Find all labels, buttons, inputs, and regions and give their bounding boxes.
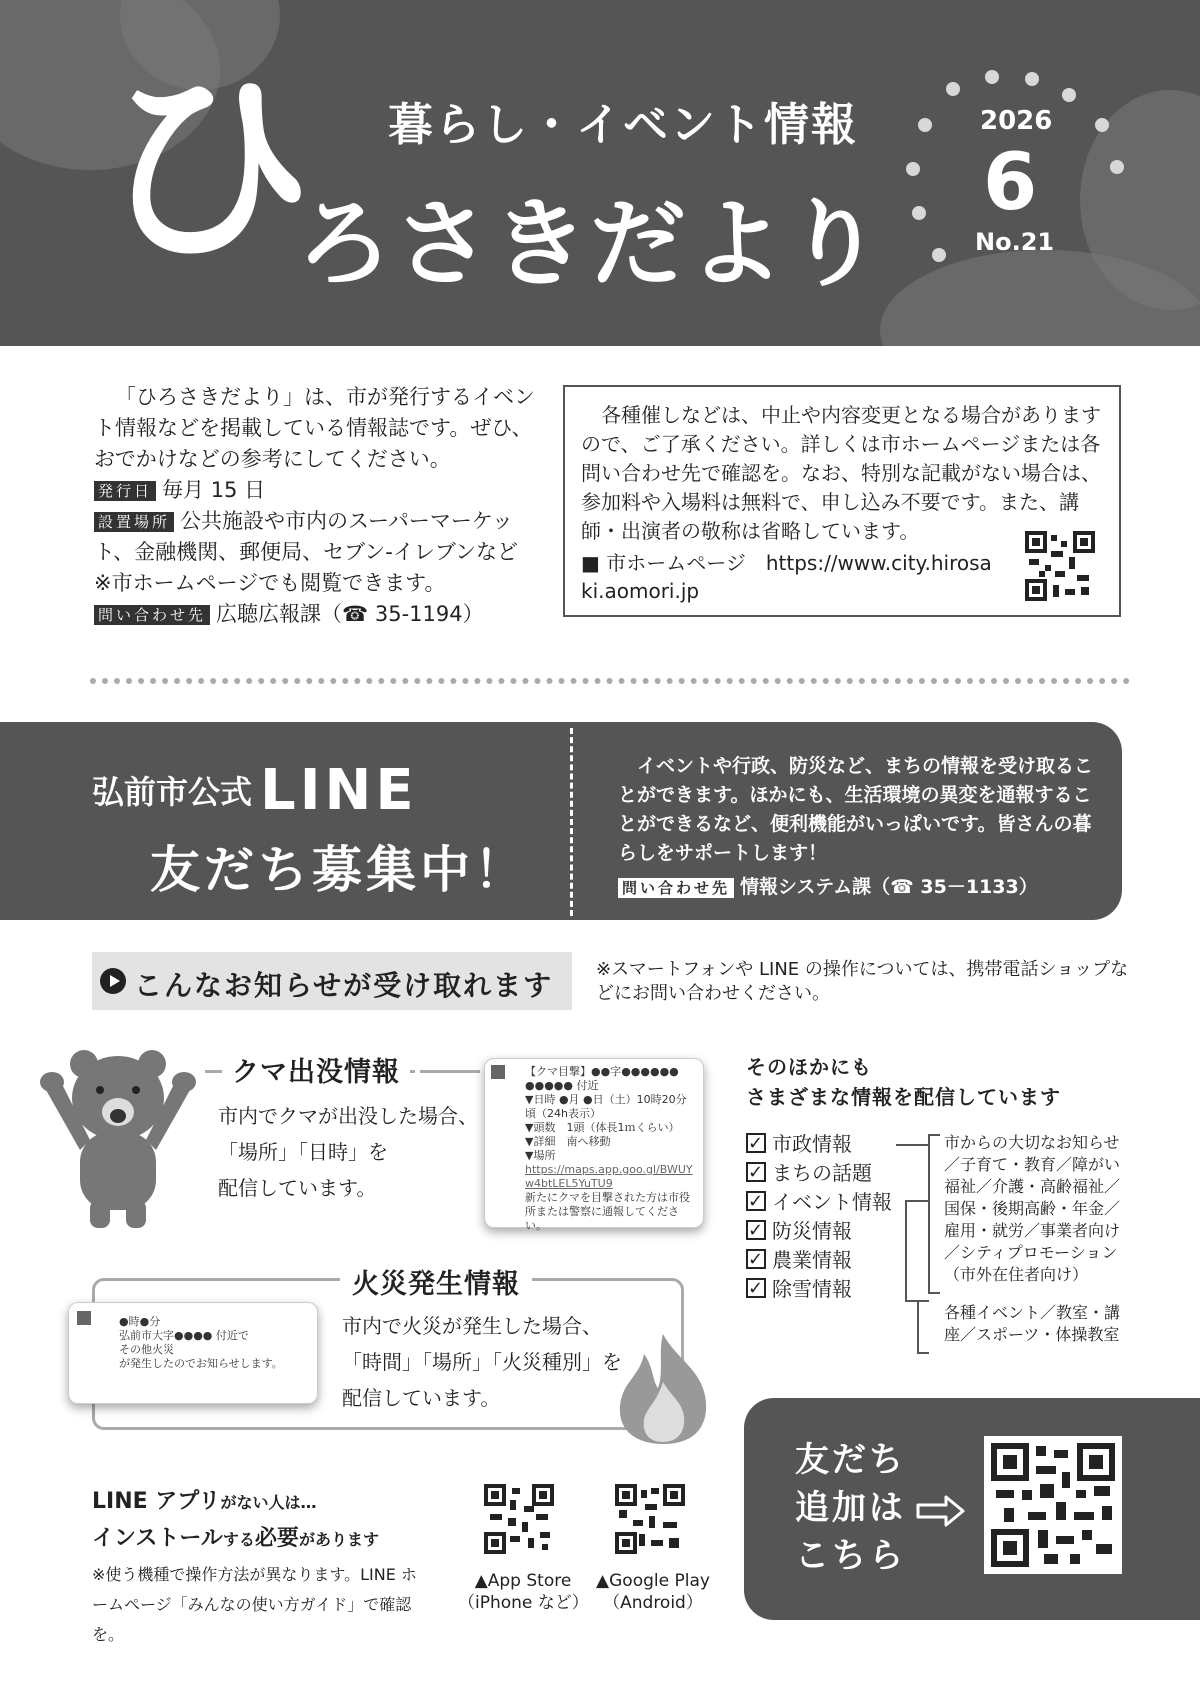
checkbox-icon <box>746 1220 766 1240</box>
locations-label: 設置場所 <box>94 512 174 532</box>
bear-text-line: 配信しています。 <box>218 1176 377 1200</box>
bracket-group1 <box>928 1134 940 1294</box>
notice-box <box>563 385 1121 617</box>
intro-description: 「ひろさきだより」は、市が発行するイベント情報などを掲載している情報誌です。ぜひ、おでかけなどの参考にしてください。 <box>94 385 535 471</box>
checkbox-icon <box>746 1133 766 1153</box>
app-install-heading <box>92 1484 379 1558</box>
googleplay-qr-icon[interactable] <box>615 1484 685 1554</box>
checkbox-icon <box>746 1278 766 1298</box>
friend-add-line: 友だち <box>795 1440 906 1480</box>
line-avatar-icon <box>77 1311 91 1325</box>
app-text: する <box>222 1530 255 1549</box>
dot-decoration <box>918 118 932 132</box>
play-icon <box>100 968 126 994</box>
friend-add-line: こちら <box>795 1536 906 1576</box>
checklist-label: 農業情報 <box>772 1248 852 1272</box>
title-first-char: ひ <box>100 42 315 293</box>
dot-decoration <box>1062 88 1076 102</box>
bear-text <box>218 1098 478 1206</box>
checkbox-icon <box>746 1162 766 1182</box>
fire-text-line: 市内で火災が発生した場合、 <box>342 1314 602 1338</box>
msg-line: 弘前市大字●●●● 付近で <box>119 1329 249 1342</box>
fire-icon <box>608 1332 718 1446</box>
app-install-line <box>92 1521 379 1558</box>
checklist-label: 市政情報 <box>772 1132 852 1156</box>
line-contact-label: 問い合わせ先 <box>618 878 734 898</box>
checklist-label: 除雪情報 <box>772 1277 852 1301</box>
dot-decoration <box>1110 160 1124 174</box>
msg-line: 【クマ目撃】●●字●●●●●● <box>525 1065 679 1078</box>
intro-block <box>94 382 539 630</box>
line-title-line: LINE <box>260 758 418 823</box>
dot-decoration <box>1095 118 1109 132</box>
other-heading <box>746 1052 1061 1112</box>
googleplay-sub: （Android） <box>603 1593 703 1613</box>
locations-row <box>94 506 539 568</box>
homepage-row <box>581 549 1001 605</box>
fire-text-line: 「時間」「場所」「火災種別」を <box>342 1350 622 1374</box>
section-note: ※スマートフォンや LINE の操作については、携帯電話ショップなどにお問い合わせください。 <box>596 959 1129 1004</box>
intro-contact: 広聴広報課（☎ 35-1194） <box>216 602 484 626</box>
other-heading-line: さまざまな情報を配信しています <box>746 1085 1061 1109</box>
msg-line: その他火災 <box>119 1343 174 1356</box>
intro-contact-label: 問い合わせ先 <box>94 605 210 625</box>
checklist-item <box>746 1130 892 1159</box>
bear-icon <box>38 1040 198 1230</box>
msg-line: 新たにクマを目撃された方は市役所または警察に通報してください。 <box>525 1191 690 1232</box>
appstore-label: ▲App Store <box>474 1571 572 1591</box>
friend-add-line: 追加は <box>795 1488 906 1528</box>
msg-line: ▼日時 ●月 ●日（土）10時20分頃（24h表示） <box>525 1093 687 1120</box>
line-title-prefix: 弘前市公式 <box>92 773 253 811</box>
checklist-item <box>746 1217 892 1246</box>
fire-message-body <box>119 1315 309 1371</box>
issue-month: 6 <box>983 138 1038 228</box>
msg-line: ●時●分 <box>119 1315 161 1328</box>
bear-rule-right <box>420 1070 480 1073</box>
checklist-item <box>746 1159 892 1188</box>
dotted-divider <box>90 678 1130 684</box>
locations: 公共施設や市内のスーパーマーケット、金融機関、郵便局、セブン-イレブンなど <box>94 509 519 564</box>
fire-text <box>342 1308 622 1416</box>
checklist-item <box>746 1275 892 1304</box>
checklist-item <box>746 1188 892 1217</box>
dot-decoration <box>1025 72 1039 86</box>
intro-contact-row <box>94 599 539 630</box>
homepage-link[interactable]: https://www.city.hirosaki.aomori.jp <box>581 551 992 603</box>
issue-date-row <box>94 475 539 506</box>
section-title: こんなお知らせが受け取れます <box>134 969 554 1002</box>
dot-decoration <box>985 70 999 84</box>
header-title: ろさきだより <box>296 188 884 300</box>
bracket-group2 <box>917 1300 929 1354</box>
dot-decoration <box>946 82 960 96</box>
app-text: LINE アプリ <box>92 1489 221 1514</box>
app-text: 必要 <box>254 1526 299 1551</box>
issue-date: 毎月 15 日 <box>162 478 266 502</box>
issue-date-label: 発行日 <box>94 481 156 501</box>
msg-line: ▼頭数 1頭（体長1ｍくらい） <box>525 1121 680 1134</box>
msg-line: が発生したのでお知らせします。 <box>119 1357 283 1370</box>
online-note: ※市ホームページでも閲覧できます。 <box>94 571 446 595</box>
appstore-sub: （iPhone など） <box>458 1593 589 1613</box>
arrow-right-icon <box>916 1494 966 1528</box>
connector-line <box>905 1200 907 1300</box>
app-text: がない人は… <box>220 1493 317 1512</box>
other-group1: 市からの大切なお知らせ／子育て・教育／障がい福祉／介護・高齢福祉／国保・後期高齢・年金／雇用・就労／事業者向け／シティプロモーション（市外在住者向け） <box>944 1133 1121 1284</box>
issue-year: 2026 <box>980 106 1053 136</box>
googleplay-label: ▲Google Play <box>596 1571 710 1591</box>
bear-message-body <box>525 1065 697 1233</box>
checklist-label: イベント情報 <box>772 1190 892 1214</box>
dot-decoration <box>932 248 946 262</box>
msg-line: ▼詳細 南へ移動 <box>525 1135 611 1148</box>
notice-text: 各種催しなどは、中止や内容変更となる場合がありますので、ご了承ください。詳しくは市ホームページまたは各問い合わせ先で確認を。なお、特別な記載がない場合は、参加料や入場料は無料で、申し込み不要です。また、講師・出演者の敬称は省略しています。 <box>581 403 1101 543</box>
connector-line <box>905 1300 917 1302</box>
appstore-caption <box>458 1570 588 1614</box>
appstore-qr-icon[interactable] <box>484 1484 554 1554</box>
fire-title: 火災発生情報 <box>340 1262 532 1301</box>
issue-number: No.21 <box>975 228 1055 256</box>
dot-decoration <box>906 162 920 176</box>
app-install-line <box>92 1484 379 1521</box>
line-friend-qr-icon[interactable] <box>984 1436 1122 1574</box>
homepage-label: ■ 市ホームページ <box>581 551 746 575</box>
fire-text-line: 配信しています。 <box>342 1386 501 1410</box>
header-subtitle: 暮らし・イベント情報 <box>388 98 859 151</box>
bear-text-line: 市内でクマが出没した場合、 <box>218 1104 478 1128</box>
app-note: ※使う機種で操作方法が異なります。LINE ホームページ「みんなの使い方ガイド」で確認を。 <box>92 1565 417 1644</box>
other-heading-line: そのほかにも <box>746 1055 872 1079</box>
msg-line: ▼場所 <box>525 1149 556 1162</box>
bear-text-line: 「場所」「日時」を <box>218 1140 388 1164</box>
checkbox-icon <box>746 1249 766 1269</box>
other-group2: 各種イベント／教室・講座／スポーツ・体操教室 <box>944 1303 1121 1344</box>
connector-line <box>896 1144 928 1146</box>
friend-add-text <box>795 1436 906 1580</box>
homepage-qr-icon[interactable] <box>1025 531 1095 601</box>
connector-line <box>905 1200 928 1202</box>
checklist-label: まちの話題 <box>772 1161 872 1185</box>
app-text: インストール <box>92 1526 223 1551</box>
checkbox-icon <box>746 1191 766 1211</box>
bear-title: クマ出没情報 <box>222 1050 410 1089</box>
checklist-label: 防災情報 <box>772 1219 852 1243</box>
app-text: があります <box>298 1530 379 1549</box>
line-contact: 情報システム課（☎ 35－1133） <box>740 876 1038 898</box>
checklist-item <box>746 1246 892 1275</box>
line-description: イベントや行政、防災など、まちの情報を受け取ることができます。ほかにも、生活環境の異変を通報することができるなど、便利機能がいっぱいです。皆さんの暮らしをサポートします！ <box>618 755 1094 864</box>
googleplay-caption <box>588 1570 718 1614</box>
dot-decoration <box>912 206 926 220</box>
info-checklist <box>746 1130 892 1304</box>
line-avatar-icon <box>491 1065 505 1079</box>
line-title <box>92 758 418 823</box>
fire-message-card <box>68 1302 318 1404</box>
bear-message-card <box>484 1058 704 1232</box>
banner-divider <box>570 728 573 916</box>
map-link[interactable]: https://maps.app.goo.gl/BWUYw4btLEL5YuTU9 <box>525 1163 693 1190</box>
line-contact-row <box>618 872 1038 899</box>
line-title-friends: 友だち募集中！ <box>150 841 528 899</box>
msg-line: ●●●●● 付近 <box>525 1079 599 1092</box>
